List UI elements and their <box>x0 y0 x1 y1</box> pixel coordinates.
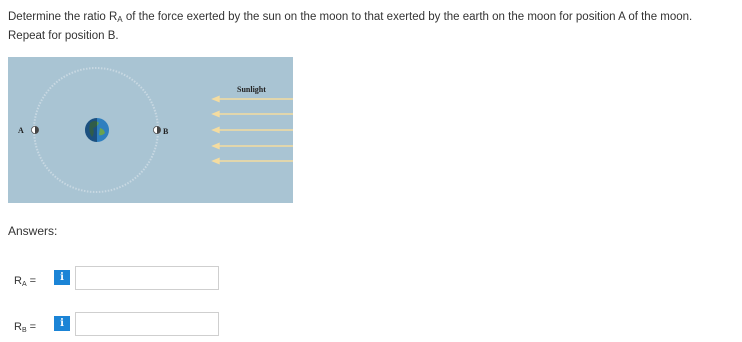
earth-icon <box>85 118 109 142</box>
info-icon[interactable]: i <box>54 316 70 331</box>
ra-input[interactable] <box>75 266 219 290</box>
rb-input[interactable] <box>75 312 219 336</box>
question-text: Determine the ratio $R_A$ of the force exerted by the sun on the moon to that exerted by the earth on the moon for position A of the moon. Repeat for position B. <box>8 11 693 42</box>
ra-label: $R_A$ = <box>14 275 37 288</box>
info-icon[interactable]: i <box>54 270 70 285</box>
answers-heading: Answers: <box>8 224 58 238</box>
orbit-diagram <box>8 57 293 203</box>
orbit-figure <box>8 57 293 203</box>
sunlight-rays <box>213 97 293 164</box>
rb-label: $R_B$ = <box>14 321 37 334</box>
label-position-b: B <box>163 127 169 136</box>
label-sunlight: Sunlight <box>237 85 266 94</box>
label-position-a: A <box>18 126 24 135</box>
